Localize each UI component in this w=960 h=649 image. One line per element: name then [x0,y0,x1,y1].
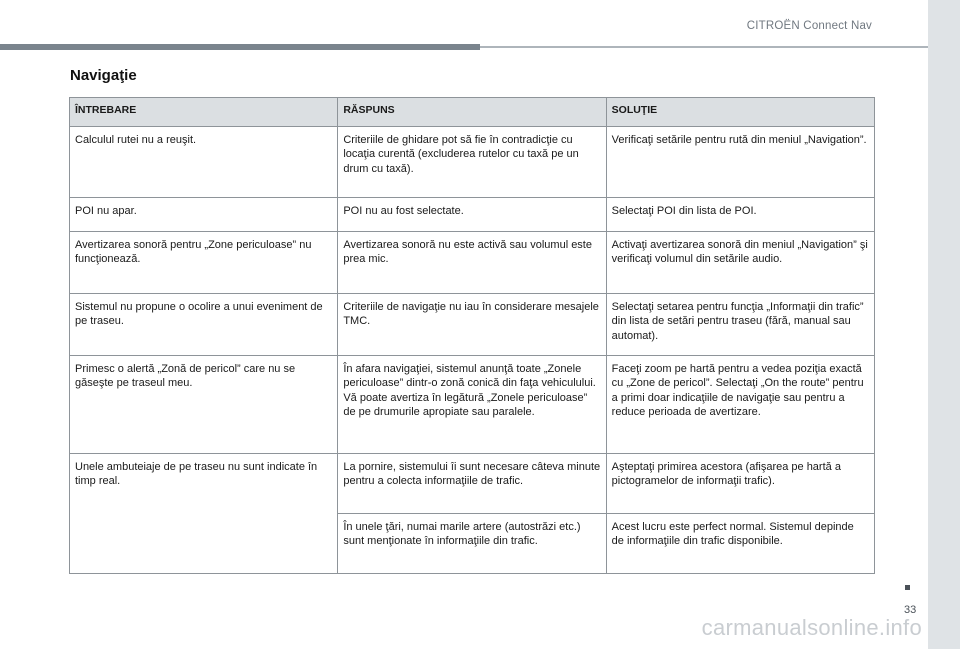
header-title: CITROËN Connect Nav [746,20,872,32]
header-bar [0,44,480,50]
cell-solution: Selectaţi POI din lista de POI. [606,197,874,231]
cell-answer: Criteriile de navigaţie nu iau în considerare mesajele TMC. [338,293,606,355]
cell-solution: Acest lucru este perfect normal. Sistemul depinde de informaţiile din trafic disponibile. [606,513,874,573]
cell-answer: La pornire, sistemului îi sunt necesare câteva minute pentru a colecta informaţiile de trafic. [338,453,606,513]
column-header-solution: SOLUŢIE [606,98,874,127]
page-marker-square [905,585,910,590]
column-header-answer: RĂSPUNS [338,98,606,127]
side-strip [928,0,960,649]
page-number: 33 [904,604,917,616]
table-row [70,453,875,513]
cell-answer: În unele ţări, numai marile artere (autostrăzi etc.) sunt menţionate în informaţiile din trafic. [338,513,606,573]
cell-question: POI nu apar. [70,197,338,231]
cell-question: Calculul rutei nu a reuşit. [70,126,338,197]
header-rule [480,46,928,48]
table-row [70,293,875,355]
table-row [70,197,875,231]
cell-answer: POI nu au fost selectate. [338,197,606,231]
cell-solution: Aşteptaţi primirea acestora (afişarea pe hartă a pictogramelor de informaţii trafic). [606,453,874,513]
cell-solution: Faceţi zoom pe hartă pentru a vedea poziţia exactă cu „Zone de pericol”. Selectaţi „On the route” pentru a primi doar indicaţiile de navigaţie sau pentru a reduce perioada de avertizare. [606,355,874,453]
page-title: Navigaţie [70,67,137,84]
cell-question: Primesc o alertă „Zonă de pericol” care nu se găseşte pe traseul meu. [70,355,338,453]
table-row [70,355,875,453]
cell-question: Avertizarea sonoră pentru „Zone periculoase” nu funcţionează. [70,231,338,293]
table-header-row [70,98,875,127]
column-header-question: ÎNTREBARE [70,98,338,127]
cell-solution: Selectaţi setarea pentru funcţia „Informaţii din trafic” din lista de setări pentru traseu (fără, manual sau automat). [606,293,874,355]
faq-table [69,97,875,574]
table-row [70,126,875,197]
cell-answer: Criteriile de ghidare pot să fie în contradicţie cu locaţia curentă (excluderea rutelor cu taxă pe un drum cu taxă). [338,126,606,197]
watermark: carmanualsonline.info [701,615,922,640]
cell-question: Sistemul nu propune o ocolire a unui eveniment de pe traseu. [70,293,338,355]
cell-question: Unele ambuteiaje de pe traseu nu sunt indicate în timp real. [70,453,338,573]
table-row [70,231,875,293]
cell-answer: În afara navigaţiei, sistemul anunţă toate „Zonele periculoase” dintr-o zonă conică din faţa vehiculului. Vă poate avertiza în legătură „Zonele periculoase” de pe drumurile apropiate sau paralele. [338,355,606,453]
cell-solution: Verificaţi setările pentru rută din meniul „Navigation”. [606,126,874,197]
cell-answer: Avertizarea sonoră nu este activă sau volumul este prea mic. [338,231,606,293]
cell-solution: Activaţi avertizarea sonoră din meniul „Navigation” şi verificaţi volumul din setările audio. [606,231,874,293]
